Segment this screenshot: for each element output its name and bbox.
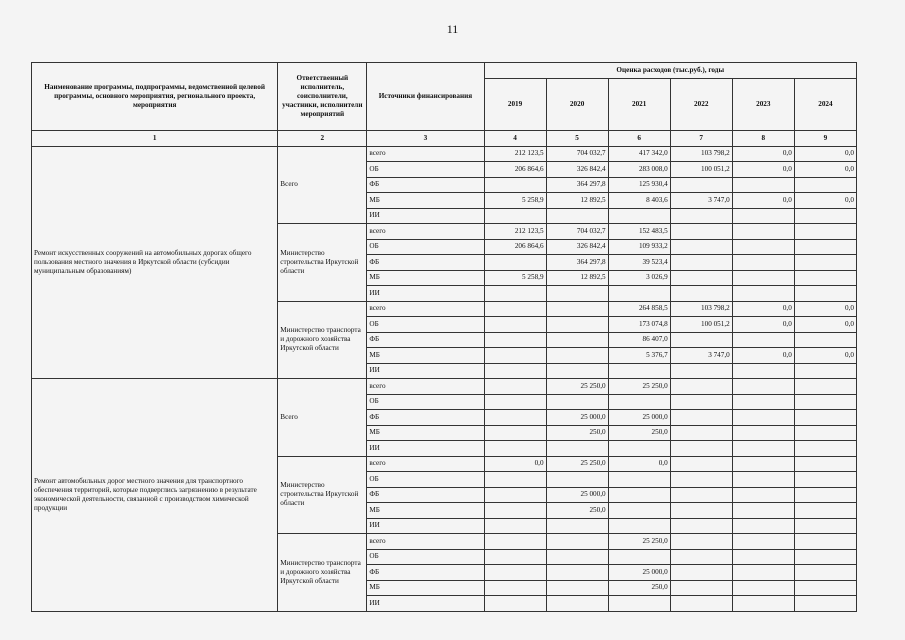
expense-value: 704 032,7 [546,224,608,240]
expense-value [484,441,546,457]
expense-value: 25 250,0 [546,456,608,472]
header-year: 2023 [732,79,794,131]
expense-value [794,286,856,302]
expense-value [484,487,546,503]
expense-value: 5 258,9 [484,270,546,286]
expense-value [484,518,546,534]
expense-value [670,394,732,410]
table-row [32,146,857,162]
expense-value [484,503,546,519]
executor-name: Всего [278,379,367,457]
expense-value [794,565,856,581]
expense-value: 25 000,0 [608,410,670,426]
table-body [32,146,857,611]
expense-value [732,239,794,255]
expense-value: 0,0 [794,348,856,364]
expense-value [732,472,794,488]
expense-value [794,596,856,612]
expense-value [794,580,856,596]
expense-value [794,410,856,426]
expense-value [546,472,608,488]
expense-value [732,410,794,426]
expense-value [794,472,856,488]
column-index: 3 [367,131,484,147]
funding-source: ОБ [367,239,484,255]
expense-value [484,580,546,596]
column-index: 6 [608,131,670,147]
expense-value [670,425,732,441]
column-index: 7 [670,131,732,147]
expense-value [732,379,794,395]
expense-value: 103 798,2 [670,146,732,162]
expense-value: 0,0 [794,193,856,209]
expense-value [670,534,732,550]
expense-value [670,177,732,193]
expense-value [670,518,732,534]
expense-value [608,441,670,457]
expense-value [732,286,794,302]
funding-source: ОБ [367,472,484,488]
expense-value [670,441,732,457]
expense-value: 212 123,5 [484,146,546,162]
expense-value [484,565,546,581]
funding-source: МБ [367,580,484,596]
funding-source: ФБ [367,487,484,503]
expense-value [732,441,794,457]
expense-value [794,208,856,224]
expense-value: 364 297,8 [546,177,608,193]
expense-value: 250,0 [546,503,608,519]
expense-value [794,518,856,534]
expense-value [732,363,794,379]
expense-value [484,177,546,193]
expense-value: 173 074,8 [608,317,670,333]
expense-value: 326 842,4 [546,162,608,178]
expense-value: 212 123,5 [484,224,546,240]
expense-value [732,565,794,581]
expense-value: 250,0 [608,425,670,441]
expense-value: 0,0 [794,146,856,162]
expense-value [670,487,732,503]
header-year: 2019 [484,79,546,131]
expense-value: 39 523,4 [608,255,670,271]
expense-value [484,549,546,565]
funding-source: всего [367,301,484,317]
expense-value [670,410,732,426]
expense-value [732,255,794,271]
expense-value: 250,0 [546,425,608,441]
expense-value: 0,0 [732,162,794,178]
expense-value: 0,0 [794,162,856,178]
expense-value: 5 258,9 [484,193,546,209]
expense-value: 283 008,0 [608,162,670,178]
expense-value [670,596,732,612]
expense-value [794,503,856,519]
expense-value [732,549,794,565]
expense-value: 264 858,5 [608,301,670,317]
expense-value: 25 250,0 [608,534,670,550]
expense-value [608,286,670,302]
expense-value: 25 250,0 [608,379,670,395]
expense-value [484,394,546,410]
expense-value [608,596,670,612]
funding-source: ОБ [367,394,484,410]
funding-source: ИИ [367,596,484,612]
funding-source: всего [367,224,484,240]
expense-value: 8 403,6 [608,193,670,209]
expense-value [546,534,608,550]
expense-value [670,363,732,379]
expense-value [732,270,794,286]
funding-source: МБ [367,503,484,519]
funding-source: ФБ [367,255,484,271]
expense-value [732,487,794,503]
expense-value [546,317,608,333]
expense-value [794,332,856,348]
budget-table [31,62,857,612]
expense-value [670,379,732,395]
expense-value [794,394,856,410]
funding-source: ИИ [367,286,484,302]
expense-value [546,394,608,410]
column-index: 4 [484,131,546,147]
expense-value: 0,0 [732,146,794,162]
expense-value [670,503,732,519]
expense-value [670,472,732,488]
expense-value [794,456,856,472]
expense-value: 5 376,7 [608,348,670,364]
funding-source: ФБ [367,177,484,193]
expense-value: 3 747,0 [670,193,732,209]
expense-value [670,270,732,286]
expense-value [608,549,670,565]
header-year: 2021 [608,79,670,131]
expense-value [732,503,794,519]
expense-value [484,596,546,612]
expense-value [608,208,670,224]
expense-value [732,534,794,550]
expense-value [546,549,608,565]
expense-value: 326 842,4 [546,239,608,255]
expense-value [608,487,670,503]
column-index: 9 [794,131,856,147]
funding-source: ИИ [367,441,484,457]
expense-value [484,472,546,488]
header-year: 2024 [794,79,856,131]
expense-value: 109 933,2 [608,239,670,255]
expense-value [546,518,608,534]
expense-value [546,363,608,379]
expense-value [670,208,732,224]
funding-source: ИИ [367,518,484,534]
expense-value [794,549,856,565]
expense-value [484,425,546,441]
column-index: 1 [32,131,278,147]
header-estimate: Оценка расходов (тыс.руб.), годы [484,63,857,79]
expense-value [546,596,608,612]
expense-value [794,534,856,550]
expense-value [546,580,608,596]
expense-value: 0,0 [484,456,546,472]
expense-value [484,379,546,395]
funding-source: МБ [367,348,484,364]
expense-value: 100 051,2 [670,162,732,178]
expense-value [732,208,794,224]
funding-source: всего [367,379,484,395]
funding-source: всего [367,146,484,162]
expense-value [732,177,794,193]
expense-value [484,348,546,364]
expense-value [670,580,732,596]
expense-value [670,549,732,565]
expense-value: 250,0 [608,580,670,596]
funding-source: ОБ [367,162,484,178]
expense-value: 417 342,0 [608,146,670,162]
expense-value: 0,0 [608,456,670,472]
expense-value: 25 000,0 [546,487,608,503]
column-index: 8 [732,131,794,147]
expense-value: 3 747,0 [670,348,732,364]
expense-value: 3 026,9 [608,270,670,286]
funding-source: МБ [367,425,484,441]
expense-value [794,363,856,379]
activity-name: Ремонт автомобильных дорог местного значения для транспортного обеспечения территорий, которые подверглись загрязнению в результате экономической деятельности, связанной с производством химической продукции [32,379,278,612]
expense-value [732,580,794,596]
expense-value [484,208,546,224]
expense-value: 206 864,6 [484,239,546,255]
expense-value: 25 250,0 [546,379,608,395]
funding-source: ФБ [367,332,484,348]
expense-value: 0,0 [732,301,794,317]
expense-value [794,379,856,395]
expense-value [546,301,608,317]
expense-value: 0,0 [794,317,856,333]
expense-value [794,425,856,441]
expense-value: 25 000,0 [546,410,608,426]
expense-value [670,565,732,581]
expense-value [546,348,608,364]
header-name: Наименование программы, подпрограммы, ведомственной целевой программы, основного мероприятия, регионального проекта, мероприятия [32,63,278,131]
expense-value [608,503,670,519]
expense-value: 704 032,7 [546,146,608,162]
expense-value [484,332,546,348]
expense-value [794,270,856,286]
funding-source: МБ [367,270,484,286]
expense-value [732,456,794,472]
executor-name: Министерство транспорта и дорожного хозяйства Иркутской области [278,534,367,612]
executor-name: Министерство строительства Иркутской области [278,224,367,302]
expense-value [732,596,794,612]
expense-value [484,301,546,317]
funding-source: всего [367,534,484,550]
expense-value [546,441,608,457]
header-executor: Ответственный исполнитель, соисполнители, участники, исполнители мероприятий [278,63,367,131]
expense-value [794,239,856,255]
expense-value [794,487,856,503]
expense-value [732,332,794,348]
expense-value [484,286,546,302]
column-index: 2 [278,131,367,147]
expense-value: 100 051,2 [670,317,732,333]
expense-value [732,394,794,410]
expense-value [546,286,608,302]
expense-value [608,363,670,379]
executor-name: Всего [278,146,367,224]
expense-value [484,317,546,333]
expense-value [670,224,732,240]
expense-value: 125 930,4 [608,177,670,193]
funding-source: ОБ [367,549,484,565]
expense-value: 103 798,2 [670,301,732,317]
expense-value [546,208,608,224]
funding-source: ОБ [367,317,484,333]
expense-value: 0,0 [732,348,794,364]
expense-value [794,224,856,240]
expense-value: 86 407,0 [608,332,670,348]
funding-source: МБ [367,193,484,209]
expense-value [484,410,546,426]
expense-value [546,565,608,581]
executor-name: Министерство строительства Иркутской области [278,456,367,534]
expense-value [608,518,670,534]
expense-value: 0,0 [732,193,794,209]
funding-source: ФБ [367,410,484,426]
expense-value: 25 000,0 [608,565,670,581]
expense-value [732,224,794,240]
header-year: 2020 [546,79,608,131]
page-number: 11 [446,22,459,36]
expense-value [546,332,608,348]
funding-source: ФБ [367,565,484,581]
expense-value: 12 892,5 [546,270,608,286]
expense-value [732,425,794,441]
expense-value [608,394,670,410]
expense-value [794,255,856,271]
executor-name: Министерство транспорта и дорожного хозяйства Иркутской области [278,301,367,379]
expense-value: 206 864,6 [484,162,546,178]
expense-value [670,239,732,255]
expense-value: 0,0 [732,317,794,333]
expense-value [732,518,794,534]
table-row [32,379,857,395]
header-source: Источники финансирования [367,63,484,131]
funding-source: ИИ [367,363,484,379]
expense-value [670,332,732,348]
funding-source: всего [367,456,484,472]
expense-value [670,286,732,302]
funding-source: ИИ [367,208,484,224]
expense-value [670,255,732,271]
expense-value [794,177,856,193]
table-header [32,63,857,147]
activity-name: Ремонт искусственных сооружений на автомобильных дорогах общего пользования местного значения в Иркутской области (субсидии муниципальным образованиям) [32,146,278,379]
expense-value [484,363,546,379]
expense-value [608,472,670,488]
expense-value: 152 483,5 [608,224,670,240]
expense-value [484,534,546,550]
expense-value: 364 297,8 [546,255,608,271]
expense-value [484,255,546,271]
expense-value [670,456,732,472]
expense-value [794,441,856,457]
header-year: 2022 [670,79,732,131]
expense-value: 0,0 [794,301,856,317]
expense-value: 12 892,5 [546,193,608,209]
column-index: 5 [546,131,608,147]
